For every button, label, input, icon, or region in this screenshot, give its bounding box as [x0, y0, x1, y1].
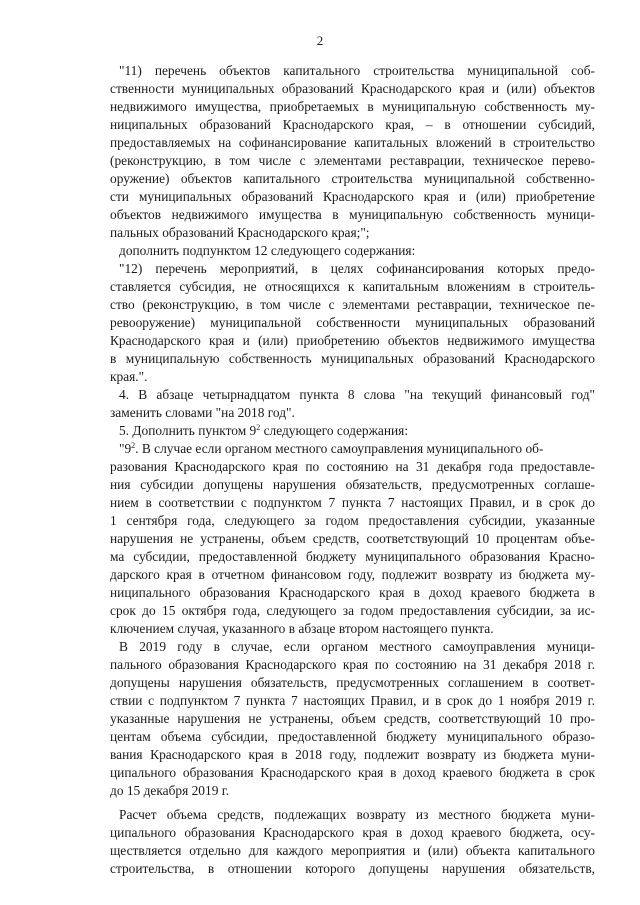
- text-line: допущены нарушения обязательств, предусмотренных соглашением в соответ-: [110, 675, 595, 690]
- text-line: объектов недвижимого имущества в муниципальную собственность муници-: [110, 207, 595, 222]
- superscript: 2: [256, 423, 261, 432]
- text-line: сти муниципальных образований Краснодарского края и (или) приобретение: [110, 189, 595, 204]
- text-line: дарского края в отчетном финансовом году, подлежит возврату из бюджета му-: [110, 567, 595, 582]
- text-line: недвижимого имущества, приобретаемых в муниципальную собственность му-: [110, 99, 595, 114]
- text-line: ципального образования Краснодарского края в доход краевого бюджета в срок: [110, 765, 595, 780]
- text-line: центам объема субсидии, предоставленной бюджету муниципального образо-: [110, 729, 595, 744]
- text-line: 4. В абзаце четырнадцатом пункта 8 слова "на текущий финансовый год": [119, 387, 595, 402]
- text-line: ставляется субсидия, не относящихся к капитальным вложениям в строитель-: [110, 279, 595, 294]
- text-line: строительства, в отношении которого допущены нарушения обязательств,: [110, 861, 595, 876]
- text-line: ма субсидии, предоставленной бюджету муниципального образования Красно-: [110, 549, 595, 564]
- page-number: 2: [316, 33, 324, 48]
- text-line: 5. Дополнить пунктом $9^2$ следующего содержания:: [119, 423, 409, 438]
- text-line: (реконструкцию, в том числе с элементами реставрации, техническое перево-: [110, 153, 595, 168]
- text-line: вания Краснодарского края в 2018 году, подлежит возврату из бюджета муни-: [110, 747, 595, 762]
- text-line: предоставляемых на софинансирование капитальных вложений в строительство: [110, 135, 595, 150]
- text-line: заменить словами "на 2018 год".: [110, 405, 295, 420]
- text-line: ципального образования Краснодарского края в доход краевого бюджета, осу-: [110, 825, 595, 840]
- text-line: ниципальных образований Краснодарского края, – в отношении субсидий,: [110, 117, 595, 132]
- text-line: 1 сентября года, следующего за годом предоставления субсидии, указанные: [110, 513, 595, 528]
- superscript: 2: [131, 441, 136, 450]
- text-line: пальных образований Краснодарского края;";: [110, 225, 370, 240]
- text-line: оружение) объектов капитального строительства муниципальной собственно-: [110, 171, 595, 186]
- text-line: Краснодарского края и (или) приобретению объектов недвижимого имущества: [110, 333, 595, 348]
- text-line: нием в соответствии с подпунктом 7 пункта 7 настоящих Правил, и в срок до: [110, 495, 595, 510]
- text-line: ревооружение) муниципальной собственности муниципальных образований: [110, 315, 595, 330]
- text-line: ществляется отдельно для каждого мероприятия и (или) объекта капитального: [110, 843, 595, 858]
- text-line: ство (реконструкцию, в том числе с элементами реставрации, техническое пе-: [110, 297, 595, 312]
- text-line: разования Краснодарского края по состоянию на 31 декабря года предоставле-: [110, 459, 595, 474]
- text-line: нарушения не устранены, объем средств, соответствующий 10 процентам объе-: [110, 531, 595, 546]
- text-line: В 2019 году в случае, если органом местного самоуправления муници-: [119, 639, 595, 654]
- text-line: Расчет объема средств, подлежащих возврату из местного бюджета муни-: [119, 807, 595, 822]
- text-line: "12) перечень мероприятий, в целях софинансирования которых предо-: [119, 261, 595, 276]
- text-line: ствии с подпунктом 7 пункта 7 настоящих Правил, и в срок до 1 ноября 2019 г.: [110, 693, 595, 708]
- text-line: края.".: [110, 369, 148, 384]
- text-line: до 15 декабря 2019 г.: [110, 783, 230, 798]
- text-line: "$9^2$. В случае если органом местного самоуправления муниципального об-: [119, 441, 544, 456]
- text-line: ниципального образования Краснодарского края в доход краевого бюджета в: [110, 585, 595, 600]
- text-line: указанные нарушения не устранены, объем средств, соответствующий 10 про-: [110, 711, 595, 726]
- text-line: ключением случая, указанного в абзаце втором настоящего пункта.: [110, 621, 494, 636]
- text-line: в муниципальную собственность муниципальных образований Краснодарского: [110, 351, 595, 366]
- text-line: ственности муниципальных образований Краснодарского края и (или) объектов: [110, 81, 595, 96]
- text-line: дополнить подпунктом 12 следующего содержания:: [119, 243, 416, 258]
- text-line: ния субсидии допущены нарушения обязательств, предусмотренных соглаше-: [110, 477, 595, 492]
- text-line: пального образования Краснодарского края по состоянию на 31 декабря 2018 г.: [110, 657, 595, 672]
- text-line: срок до 15 октября года, следующего за годом предоставления субсидии, за ис-: [110, 603, 595, 618]
- text-line: "11) перечень объектов капитального строительства муниципальной соб-: [119, 63, 595, 78]
